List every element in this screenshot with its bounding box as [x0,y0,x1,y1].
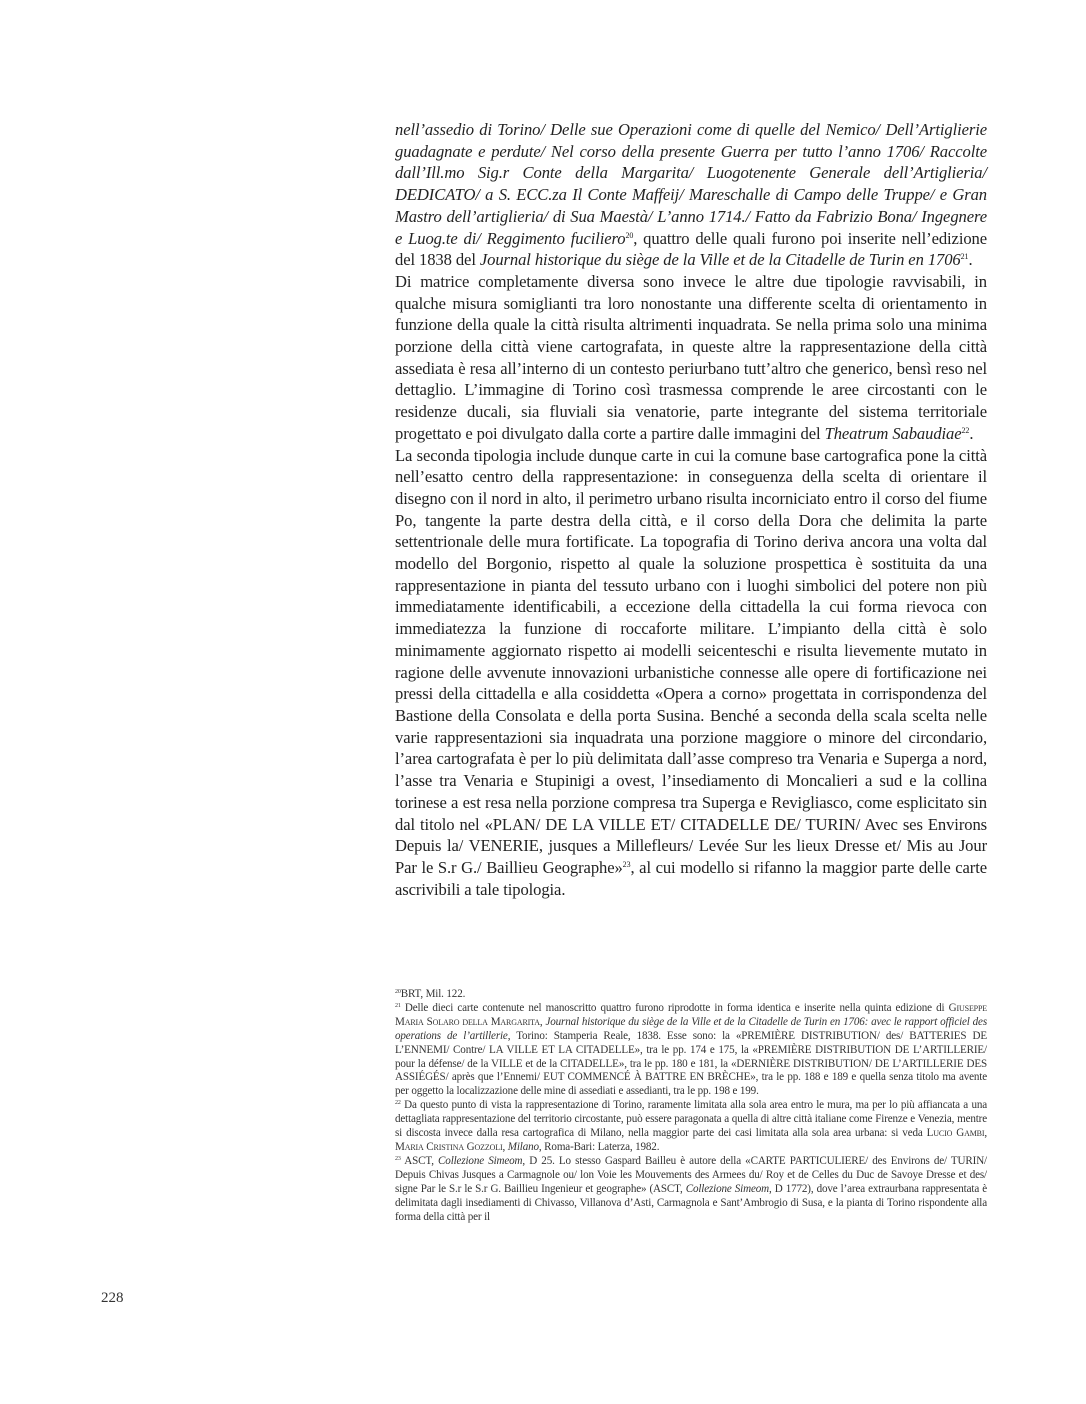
map-title-quote: nell’assedio di Torino/ Delle sue Operazioni come di quelle del Nemico/ Dell’Artiglierie guadagnate e perdute/ Nel corso della presente Guerra per tutto l’anno 1706/ Raccolte dall’Ill.mo Sig.r Conte della Margarita/ Luogotenente Generale dell’Artiglieria/ DEDICATO/ a S. ECC.za Il Conte Maffeij/ Mareschalle di Campo delle Truppe/ e Gran Mastro dell’artiglieria/ di Sua Maestà/ L’anno 1714./ Fatto da Fabrizio Bona/ Ingegnere e Luog.te di/ Reggimento fuciliero [395,120,987,248]
footnote-22: $^{22}$ Da questo punto di vista la rappresentazione di Torino, raramente limitata alla sola area entro le mura, ma per lo più affiancata a una dettagliata rappresentazione del territorio circostante, può essere paragonata a quella di altre città italiane come Firenze e Venezia, mentre si discosta invece dalla resa cartografica di Milano, nella maggior parte dei casi limitata alla sola area urbana: si veda Lucio Gambi, Maria Cristina Gozzoli, Milano, Roma-Bari: Laterza, 1982. [395,1099,988,1153]
theatrum-title: Theatrum Sabaudiae [824,423,962,443]
footnote-ref-21[interactable]: 21 [960,252,969,262]
footnote-ref-20[interactable]: 20 [625,230,634,240]
paragraph-1: nell’assedio di Torino/ Delle sue Operazioni come di quelle del Nemico/ Dell’Artiglierie guadagnate e perdute/ Nel corso della presente Guerra per tutto l’anno 1706/ Raccolte dall’Ill.mo Sig.r Conte della Margarita/ Luogotenente Generale dell’Artiglieria/ DEDICATO/ a S. ECC.za Il Conte Maffeij/ Mareschalle di Campo delle Truppe/ e Gran Mastro dell’artiglieria/ di Sua Maestà/ L’anno 1714./ Fatto da Fabrizio Bona/ Ingegnere e Luog.te di/ Reggimento fuciliero$^{20}$, quattro delle quali furono poi inserite nell’edizione del 1838 del Journal historique du siège de la Ville et de la Citadelle de Turin en 1706$^{21}$. [395,120,987,270]
footnotes [395,988,987,1224]
page-number: 228 [101,1290,124,1306]
footnote-23: $^{23}$ ASCT, Collezione Simeom, D 25. Lo stesso Gaspard Bailleu è autore della «CARTE PARTICULIERE/ des Environs de/ TURIN/ Depuis Chivas Jusques a Carmagnole ou/ lon Voie les Mouvements des Armees du/ Roy et de Celles du Duc de Savoye Dresse et des/ signe Par le S.r le S.r G. Baillieu Ingenieur et geographe» (ASCT, Collezione Simeom, D 1772), dove l’area extraurbana rappresentata è delimitata dagli insediamenti di Chivasso, Villanova d’Asti, Carmagnola e Sant’Ambrogio di Susa, e la pianta di Torino rispondente alla forma della città per il [395,1154,987,1223]
book-title: Journal historique du siège de la Ville et de la Citadelle de Turin en 1706: avec le rapport officiel des operations de l’artillerie [395,1015,987,1042]
footnote-ref-23[interactable]: 23 [622,859,631,869]
collection-name: Collezione Simeom [438,1154,523,1167]
body-text [395,119,987,900]
book-title: Milano [507,1140,539,1153]
journal-title: Journal historique du siège de la Ville et de la Citadelle de Turin en 1706 [479,250,961,270]
author-name: Lucio Gambi, Maria Cristina Gozzoli [395,1127,988,1153]
footnote-21: $^{21}$ Delle dieci carte contenute nel manoscritto quattro furono riprodotte in forma identica e inserite nella quinta edizione di Giuseppe Maria Solaro della Margarita, Journal historique du siège de la Ville et de la Citadelle de Turin en 1706: avec le rapport officiel des operations de l’artillerie, Torino: Stamperia Reale, 1838. Esse sono: la «PREMIÈRE DISTRIBUTION/ des/ BATTERIES DE L’ENNEMI/ Contre/ LA VILLE ET LA CITADELLE», tra le pp. 174 e 175, la «PREMIÈRE DISTRIBUTION DE L’ARTILLERIE/ pour la défense/ de la VILLE et de la CITADELLE», tra le pp. 180 e 181, la «DERNIÈRE DISTRIBUTION/ DE L’ARTILLERIE DES ASSIÉGÉS/ après que l’Ennemi/ EUT COMMENCÉ À BATTRE EN BRÈCHE», tra le pp. 188 e 189 e quella senza titolo ma avente per oggetto la localizzazione delle mine di assediati e assedianti, tra le pp. 198 e 199. [395,1001,988,1098]
footnote-ref-22[interactable]: 22 [961,425,970,435]
footnote-20: $^{20}$BRT, Mil. 122. [395,988,466,1000]
paragraph-3: La seconda tipologia include dunque carte in cui la comune base cartografica pone la città nell’esatto centro della rappresentazione: in conseguenza della scelta di orientare il disegno con il nord in alto, il perimetro urbano risulta incorniciato entro il corso del fiume Po, tangente la parte destra della città, e il corso della Dora che delimita la parte settentrionale delle mura fortificate. La topografia di Torino deriva ancora una volta dal modello del Borgonio, rispetto al quale la soluzione prospettica è sostituita da una rappresentazione in pianta del tessuto urbano con i luoghi simbolici del potere non più immediatamente identificabili, a eccezione della cittadella la cui forma rievoca con immediatezza la funzione di roccaforte militare. L’impianto della città è solo minimamente aggiornato rispetto ai modelli seicenteschi e risulta lievemente mutato in ragione delle avvenute innovazioni urbanistiche connesse alle opere di fortificazione nei pressi della cittadella e alla cosiddetta «Opera a corno» progettata in corrispondenza del Bastione della Consolata e della porta Susina. Benché a seconda della scala scelta nelle varie rappresentazioni sia inquadrata una porzione maggiore o minore del circondario, l’area cartografata è per lo più delimitata dall’asse compreso tra Venaria e Superga a nord, l’asse tra Venaria e Stupinigi a ovest, l’insediamento di Moncalieri a sud e la collina torinese a est resa nella porzione compresa tra Superga e Revigliasco, come esplicitato sin dal titolo nel «PLAN/ DE LA VILLE ET/ CITADELLE DE/ TURIN/ Avec ses Environs Depuis la/ VENERIE, jusques a Millefleurs/ Levée Sur les lieux Dresse et/ Mis au Jour Par le S.r G./ Baillieu Geographe»$^{23}$, al cui modello si rifanno la maggior parte delle carte ascrivibili a tale tipologia. [395,445,987,899]
paragraph-2: Di matrice completamente diversa sono invece le altre due tipologie ravvisabili, in qualche misura somiglianti tra loro nonostante una differente scelta di orientamento in funzione della quale la città risulta altrimenti inquadrata. Se nella prima solo una minima porzione della città viene cartografata, in queste altre la rappresentazione della città assediata è resa all’interno di un contesto periurbano tutt’altro che generico, bensì reso nel dettaglio. L’immagine di Torino così trasmessa comprende le aree circostanti con le residenze ducali, sia fluviali sia venatorie, parte integrante del sistema territoriale progettato e poi divulgato dalla corte a partire dalle immagini del Theatrum Sabaudiae$^{22}$. [395,271,987,443]
author-name: Giuseppe Maria Solaro della Margarita [395,1001,988,1028]
collection-name: Collezione Simeom [685,1182,770,1195]
